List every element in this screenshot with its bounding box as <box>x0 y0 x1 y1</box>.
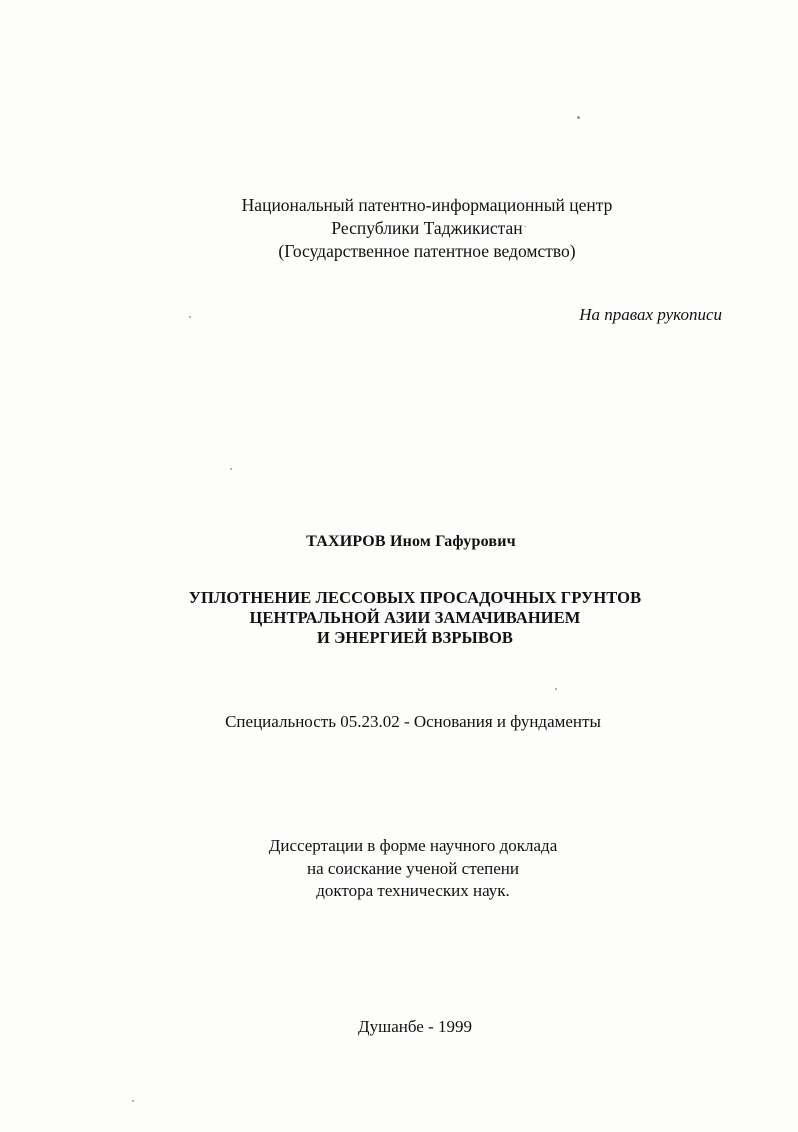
place-year-text: Душанбе - 1999 <box>358 1017 472 1036</box>
organization-header <box>28 194 798 263</box>
organization-line: (Государственное патентное ведомство) <box>278 241 576 261</box>
dissertation-title <box>16 588 798 648</box>
dissertation-type <box>14 835 798 903</box>
organization-line: Национальный патентно-информационный центр <box>241 195 613 215</box>
specialty <box>14 711 798 733</box>
title-line: ЦЕНТРАЛЬНОЙ АЗИИ ЗАМАЧИВАНИЕМ <box>249 608 581 627</box>
scan-speck <box>524 226 526 227</box>
title-line: И ЭНЕРГИЕЙ ВЗРЫВОВ <box>316 628 513 647</box>
dissertation-line: доктора технических наук. <box>316 881 510 900</box>
scan-speck <box>132 1100 134 1102</box>
author-name: ТАХИРОВ Ином Гафурович <box>306 533 516 550</box>
dissertation-line: на соискание ученой степени <box>306 858 520 878</box>
scan-speck <box>230 468 232 470</box>
scan-speck <box>555 688 557 690</box>
scan-speck <box>577 116 580 119</box>
manuscript-note: На правах рукописи <box>579 305 722 324</box>
dissertation-line: Диссертации в форме научного доклада <box>268 836 558 855</box>
organization-line: Республики Таджикистан <box>331 218 523 238</box>
scan-speck <box>189 316 191 318</box>
title-line: УПЛОТНЕНИЕ ЛЕССОВЫХ ПРОСАДОЧНЫХ ГРУНТОВ <box>188 588 642 607</box>
specialty-text: Специальность 05.23.02 - Основания и фундаменты <box>225 712 601 731</box>
place-and-year <box>16 1016 798 1038</box>
